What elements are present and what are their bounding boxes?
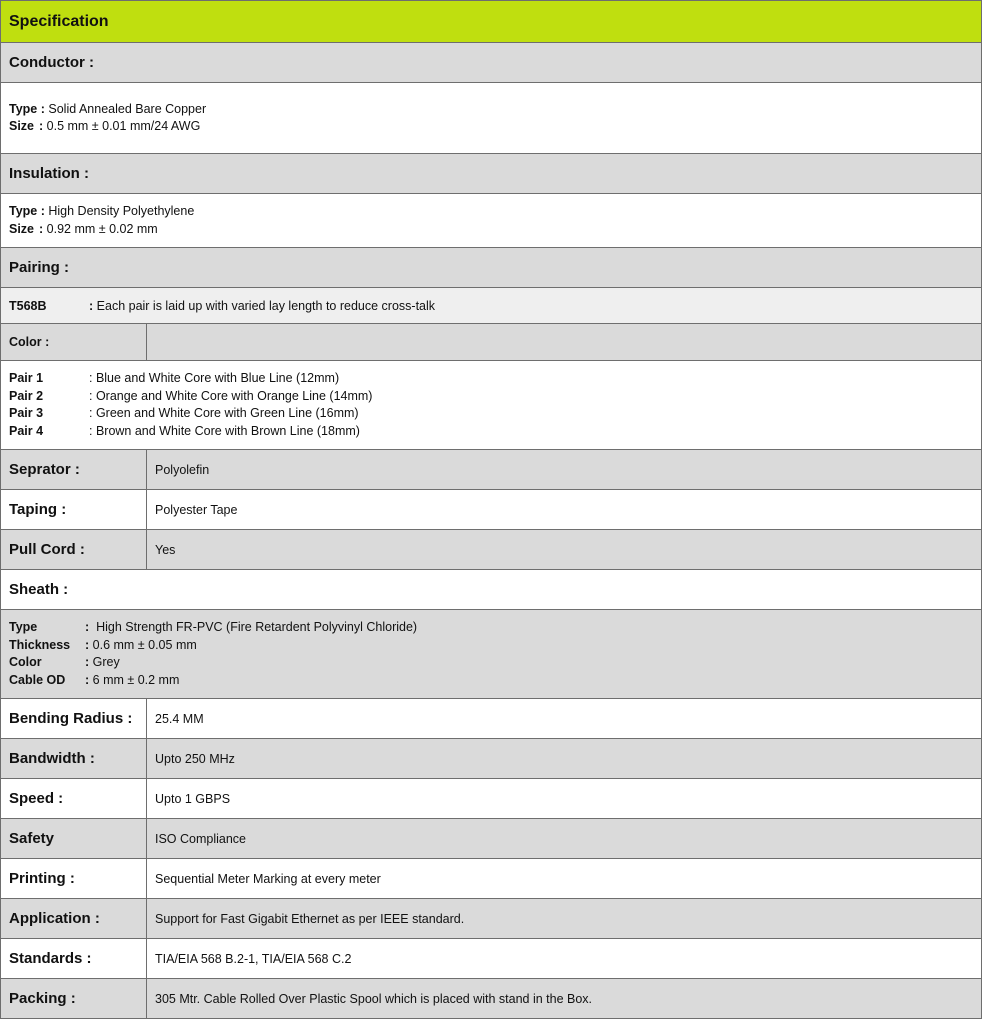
color-value	[147, 324, 981, 360]
spec-label: Printing :	[1, 859, 147, 898]
conductor-type-value: Solid Annealed Bare Copper	[48, 101, 207, 116]
spec-value: Support for Fast Gigabit Ethernet as per IEEE standard.	[155, 911, 465, 926]
pairing-standard-sep: :	[89, 298, 94, 313]
sheath-key: Cable OD	[9, 672, 66, 687]
sheath-details	[1, 610, 981, 699]
separator-label: Seprator :	[1, 450, 147, 489]
sheath-sep: :	[85, 672, 90, 687]
pull-cord-value: Yes	[155, 542, 176, 557]
list-item	[9, 619, 981, 637]
standards-row	[1, 939, 981, 979]
list-item	[9, 388, 981, 406]
insulation-size-key: Size	[9, 221, 35, 236]
insulation-heading: Insulation :	[1, 154, 981, 194]
pull-cord-label: Pull Cord :	[1, 530, 147, 569]
spec-value: 25.4 MM	[155, 711, 204, 726]
sheath-heading: Sheath :	[1, 570, 981, 610]
pair-key: Pair 2	[9, 388, 44, 403]
bending-radius-row	[1, 699, 981, 739]
separator-row	[1, 450, 981, 490]
pairing-heading: Pairing :	[1, 248, 981, 288]
spec-label: Packing :	[1, 979, 147, 1018]
sheath-sep: :	[85, 655, 90, 669]
pairing-standard-value: Each pair is laid up with varied lay length to reduce cross-talk	[96, 298, 436, 313]
insulation-type-value: High Density Polyethylene	[48, 204, 195, 218]
application-row	[1, 899, 981, 939]
insulation-details	[1, 194, 981, 248]
speed-row	[1, 779, 981, 819]
sheath-sep: :	[85, 637, 90, 652]
conductor-size-sep: :	[39, 119, 44, 133]
spec-label: Standards :	[1, 939, 147, 978]
pairing-standard-key: T568B	[9, 298, 47, 313]
pair-list	[1, 361, 981, 450]
sheath-key: Type	[9, 620, 38, 634]
taping-value: Polyester Tape	[155, 502, 238, 517]
pair-value: : Green and White Core with Green Line (16mm)	[89, 406, 359, 420]
color-row	[1, 324, 981, 361]
spec-value: TIA/EIA 568 B.2-1, TIA/EIA 568 C.2	[155, 951, 352, 966]
list-item	[9, 423, 981, 441]
list-item	[9, 405, 981, 423]
color-label: Color :	[1, 324, 147, 360]
conductor-heading: Conductor :	[1, 43, 981, 83]
sheath-key: Thickness	[9, 637, 71, 652]
conductor-size-value: 0.5 mm ± 0.01 mm/24 AWG	[46, 119, 201, 133]
spec-label: Speed :	[1, 779, 147, 818]
list-item	[9, 637, 981, 655]
list-item	[9, 672, 981, 690]
sheath-value: 0.6 mm ± 0.05 mm	[92, 637, 197, 652]
pair-value: : Orange and White Core with Orange Line (14mm)	[89, 388, 373, 403]
pair-key: Pair 4	[9, 423, 44, 438]
sheath-value: Grey	[92, 655, 120, 669]
table-title: Specification	[1, 1, 981, 43]
taping-row	[1, 490, 981, 530]
separator-value: Polyolefin	[155, 462, 210, 477]
sheath-value: High Strength FR-PVC (Fire Retardent Polyvinyl Chloride)	[96, 620, 418, 634]
spec-value: ISO Compliance	[155, 831, 247, 846]
insulation-size-value: 0.92 mm ± 0.02 mm	[46, 221, 158, 236]
pair-value: : Blue and White Core with Blue Line (12mm)	[89, 371, 340, 385]
spec-label: Bandwidth :	[1, 739, 147, 778]
conductor-details	[1, 83, 981, 154]
list-item	[9, 654, 981, 672]
printing-row	[1, 859, 981, 899]
pair-value: : Brown and White Core with Brown Line (18mm)	[89, 423, 360, 438]
spec-value: 305 Mtr. Cable Rolled Over Plastic Spool which is placed with stand in the Box.	[155, 991, 593, 1006]
spec-label: Safety	[1, 819, 147, 858]
safety-row	[1, 819, 981, 859]
conductor-type-key: Type :	[9, 101, 45, 116]
insulation-type-key: Type :	[9, 204, 45, 218]
insulation-size-sep: :	[39, 221, 44, 236]
spec-label: Bending Radius :	[1, 699, 147, 738]
spec-label: Application :	[1, 899, 147, 938]
bandwidth-row	[1, 739, 981, 779]
taping-label: Taping :	[1, 490, 147, 529]
pairing-standard-row	[1, 288, 981, 324]
list-item	[9, 370, 981, 388]
conductor-size-key: Size	[9, 119, 35, 133]
pair-key: Pair 1	[9, 371, 44, 385]
spec-value: Upto 1 GBPS	[155, 791, 231, 806]
pair-key: Pair 3	[9, 406, 44, 420]
spec-value: Upto 250 MHz	[155, 751, 235, 766]
pull-cord-row	[1, 530, 981, 570]
sheath-key: Color	[9, 655, 42, 669]
packing-row	[1, 979, 981, 1019]
sheath-sep: :	[85, 620, 90, 634]
spec-value: Sequential Meter Marking at every meter	[155, 871, 381, 886]
sheath-value: 6 mm ± 0.2 mm	[92, 672, 180, 687]
